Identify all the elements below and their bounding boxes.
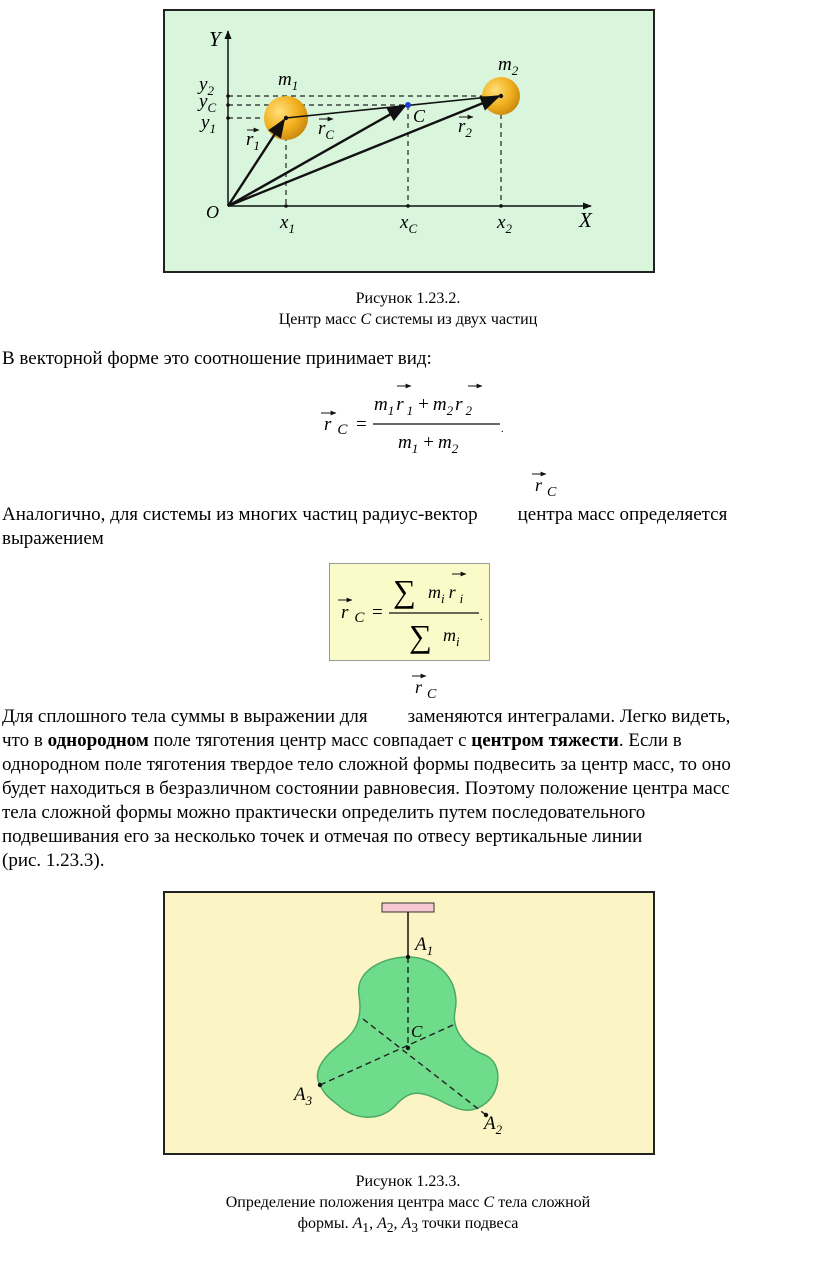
formula-center-of-mass-two bbox=[318, 380, 508, 460]
hanger-bar bbox=[382, 903, 434, 912]
caption1-description: Центр масс C системы из двух частиц bbox=[278, 311, 538, 328]
figure2-caption bbox=[0, 1171, 816, 1238]
svg-text:m1: $m_1$ bbox=[278, 69, 299, 93]
svg-text:y2: $y_2$ bbox=[199, 74, 214, 98]
svg-text:A3: $A_3$ bbox=[294, 1084, 313, 1108]
svg-text:m1r1+m2r2: $m_1$ r $_1 + m_2$ r $_2$ bbox=[374, 394, 472, 418]
figure-center-of-mass-two-particles bbox=[163, 9, 655, 273]
paragraph-many-particles: Аналогично, для системы из многих частиц радиус-вектор центра масс определяется выражением bbox=[2, 504, 728, 549]
paragraph-solid-body: Для сплошного тела суммы в выражении для заменяются интегралами. Легко видеть, что в однородном поле тяготения центр масс совпадает с центром тяжести. Если в однородном поле тяготения твердое тело сложной формы подвесить за центр масс, то оно будет находиться в безразличном состоянии равновесия. Поэтому положение центра масс тела сложной формы можно практически определить путем последовательного подвешивания его за несколько точек и отмечая по отвесу вертикальные линии (рис. 1.23.3). bbox=[2, 706, 731, 871]
label-c: C bbox=[411, 1022, 423, 1041]
caption2-title: Рисунок 1.23.3. bbox=[355, 1173, 461, 1190]
term-homogeneous: однородном bbox=[47, 730, 149, 751]
svg-text:A2: $A_2$ bbox=[484, 1113, 503, 1137]
formula-center-of-mass-many bbox=[329, 563, 491, 662]
figure-suspension-method bbox=[163, 891, 655, 1155]
svg-text:∑: ∑ bbox=[409, 618, 432, 654]
caption2-description: Определение положения центра масс C тела сложной bbox=[225, 1194, 591, 1211]
origin-label: O bbox=[206, 202, 219, 222]
svg-text:y1: $y_1$ bbox=[201, 112, 216, 136]
term-center-of-gravity: центром тяжести bbox=[471, 730, 619, 751]
svg-text:rC: r $_C$ bbox=[341, 602, 365, 626]
svg-text:r1: $r_1$ bbox=[246, 129, 260, 153]
svg-text:m2: $m_2$ bbox=[498, 54, 519, 78]
svg-text:.: . bbox=[480, 612, 483, 623]
svg-text:m1+m2: $m_1 + m_2$ bbox=[398, 432, 459, 456]
svg-text:.: . bbox=[501, 424, 504, 435]
svg-text:x1: $x_1$ bbox=[280, 212, 295, 236]
svg-text:r2: $r_2$ bbox=[458, 116, 472, 140]
svg-text:mi: $m_i$ bbox=[443, 625, 460, 649]
caption2-points: формы. $A_1$, $A_2$, $A_3$ точки подвеса bbox=[297, 1215, 519, 1236]
svg-text:xC: $x_C$ bbox=[400, 212, 418, 236]
svg-text:rC: $r_C$ bbox=[318, 118, 335, 142]
inline-vector-rc-1 bbox=[528, 466, 564, 504]
paragraph-vector-form: В векторной форме это соотношение принимает вид: bbox=[2, 348, 432, 369]
svg-text:yC: $y_C$ bbox=[199, 91, 217, 115]
figure1-caption bbox=[0, 288, 816, 330]
caption1-title: Рисунок 1.23.2. bbox=[355, 290, 461, 307]
center-point-c bbox=[405, 102, 411, 108]
svg-text:∑: ∑ bbox=[393, 573, 416, 609]
svg-text:rC: r $_C$ bbox=[535, 475, 557, 500]
svg-text:rC: r $_C$ bbox=[415, 677, 437, 702]
point-c-label: C bbox=[413, 106, 426, 126]
svg-text:=: = bbox=[356, 414, 367, 435]
svg-text:=: = bbox=[372, 602, 383, 623]
center-of-mass-point bbox=[406, 1046, 410, 1050]
svg-text:x2: $x_2$ bbox=[497, 212, 512, 236]
axis-x-label: X bbox=[579, 208, 592, 232]
axis-y-label: Y bbox=[209, 27, 221, 51]
svg-text:A1: $A_1$ bbox=[415, 934, 434, 958]
svg-text:rC: r $_C$ bbox=[324, 414, 348, 438]
inline-vector-rc-2 bbox=[406, 668, 446, 706]
svg-text:miri: $m_i$ r $_i$ bbox=[428, 582, 464, 606]
